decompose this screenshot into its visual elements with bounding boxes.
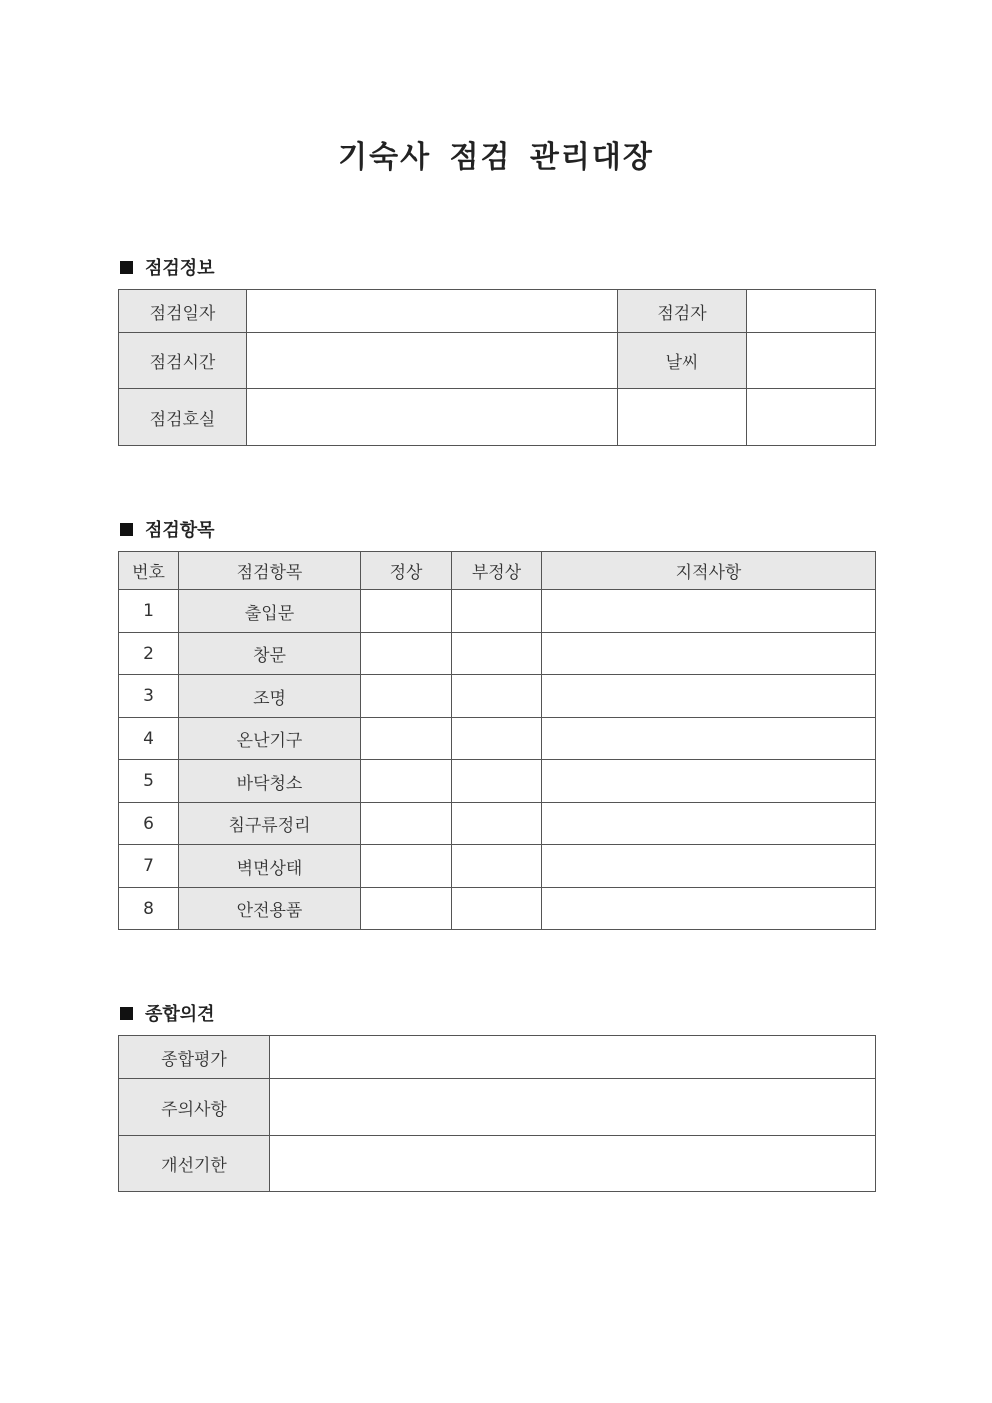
field-inspection-room[interactable] [247,389,618,446]
table-row [119,675,876,718]
square-bullet-icon [120,523,133,536]
row-item-name: 창문 [179,633,361,675]
info-row-date [119,290,876,333]
square-bullet-icon [120,1007,133,1020]
opinion-row-deadline [119,1136,876,1192]
label-inspection-room: 점검호실 [119,389,247,446]
items-header-row [119,552,876,590]
opinion-row-cautions [119,1079,876,1136]
row-number: 5 [119,760,179,803]
info-row-room [119,389,876,446]
abnormal-cell[interactable] [452,590,542,633]
field-improvement-deadline[interactable] [270,1136,876,1192]
normal-cell[interactable] [361,760,452,803]
remarks-cell[interactable] [542,888,876,930]
table-row [119,760,876,803]
info-row-time [119,333,876,389]
row-number: 8 [119,888,179,930]
label-improvement-deadline: 개선기한 [119,1136,270,1192]
section-heading-label: 점검정보 [145,258,215,279]
field-extra-2[interactable] [747,389,876,446]
items-table [118,551,876,930]
row-number: 3 [119,675,179,718]
row-number: 2 [119,633,179,675]
label-inspection-time: 점검시간 [119,333,247,389]
abnormal-cell[interactable] [452,803,542,845]
row-number: 6 [119,803,179,845]
abnormal-cell[interactable] [452,845,542,888]
table-row [119,845,876,888]
table-row [119,803,876,845]
field-inspector[interactable] [747,290,876,333]
normal-cell[interactable] [361,888,452,930]
row-item-name: 온난기구 [179,718,361,760]
col-header-number: 번호 [119,552,179,590]
table-row [119,888,876,930]
col-header-item: 점검항목 [179,552,361,590]
abnormal-cell[interactable] [452,675,542,718]
abnormal-cell[interactable] [452,888,542,930]
remarks-cell[interactable] [542,803,876,845]
opinion-table [118,1035,876,1192]
table-row [119,590,876,633]
row-item-name: 침구류정리 [179,803,361,845]
field-weather[interactable] [747,333,876,389]
page-title: 기숙사 점검 관리대장 [338,140,654,175]
section-heading-opinion [120,1000,215,1026]
table-row [119,633,876,675]
remarks-cell[interactable] [542,760,876,803]
section-heading-items [120,516,215,542]
row-item-name: 벽면상태 [179,845,361,888]
abnormal-cell[interactable] [452,633,542,675]
field-inspection-time[interactable] [247,333,618,389]
remarks-cell[interactable] [542,845,876,888]
remarks-cell[interactable] [542,675,876,718]
row-item-name: 안전용품 [179,888,361,930]
normal-cell[interactable] [361,845,452,888]
opinion-row-evaluation [119,1036,876,1079]
row-item-name: 조명 [179,675,361,718]
col-header-remarks: 지적사항 [542,552,876,590]
row-number: 4 [119,718,179,760]
abnormal-cell[interactable] [452,760,542,803]
row-number: 1 [119,590,179,633]
field-overall-evaluation[interactable] [270,1036,876,1079]
normal-cell[interactable] [361,718,452,760]
section-heading-label: 종합의견 [145,1004,215,1025]
field-cautions[interactable] [270,1079,876,1136]
label-weather: 날씨 [618,333,747,389]
section-heading-label: 점검항목 [145,520,215,541]
row-number: 7 [119,845,179,888]
section-heading-info [120,254,215,280]
row-item-name: 바닥청소 [179,760,361,803]
abnormal-cell[interactable] [452,718,542,760]
normal-cell[interactable] [361,590,452,633]
remarks-cell[interactable] [542,718,876,760]
field-inspection-date[interactable] [247,290,618,333]
remarks-cell[interactable] [542,633,876,675]
remarks-cell[interactable] [542,590,876,633]
label-cautions: 주의사항 [119,1079,270,1136]
table-row [119,718,876,760]
label-inspection-date: 점검일자 [119,290,247,333]
col-header-normal: 정상 [361,552,452,590]
label-inspector: 점검자 [618,290,747,333]
normal-cell[interactable] [361,633,452,675]
row-item-name: 출입문 [179,590,361,633]
info-table [118,289,876,446]
col-header-abnormal: 부정상 [452,552,542,590]
field-extra-1[interactable] [618,389,747,446]
normal-cell[interactable] [361,803,452,845]
square-bullet-icon [120,261,133,274]
label-overall-evaluation: 종합평가 [119,1036,270,1079]
normal-cell[interactable] [361,675,452,718]
